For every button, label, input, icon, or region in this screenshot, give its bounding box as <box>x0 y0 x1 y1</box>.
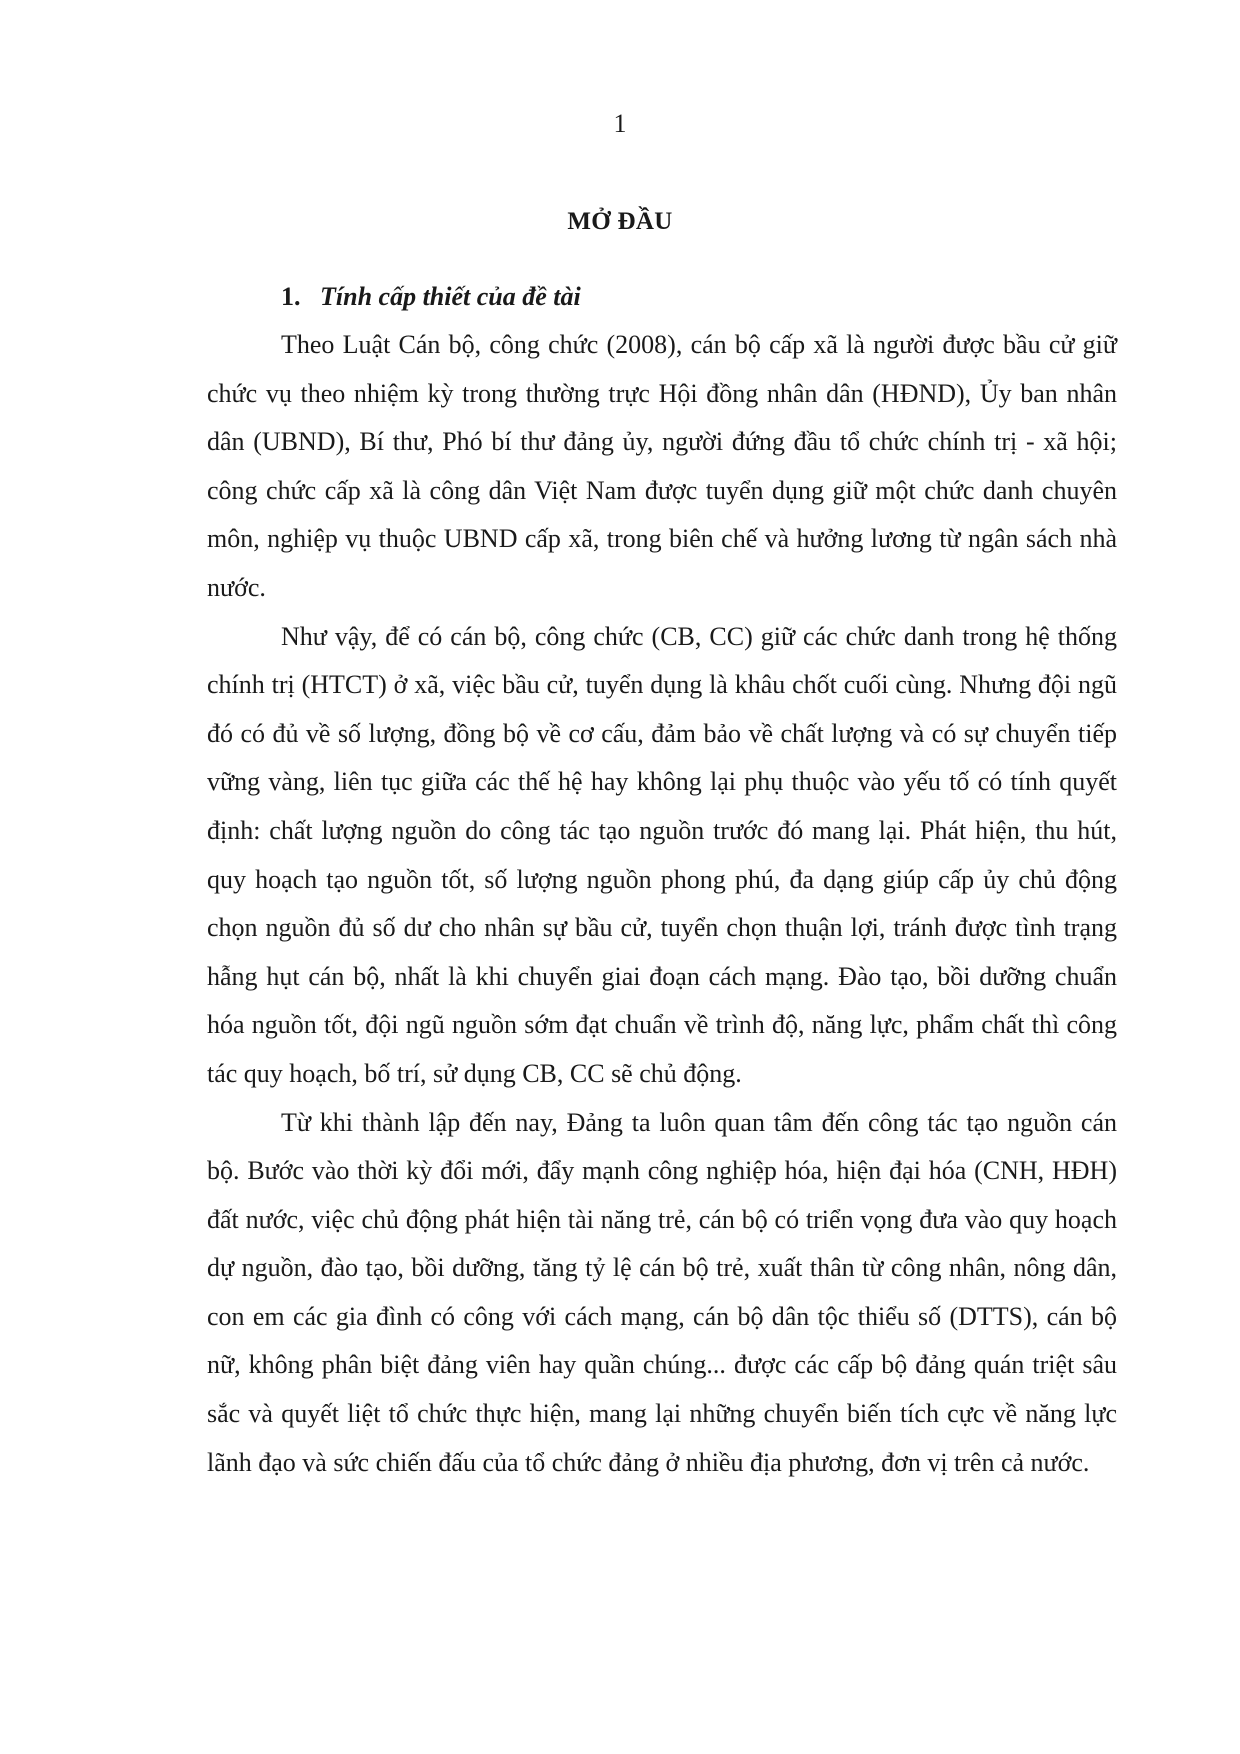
paragraph: Từ khi thành lập đến nay, Đảng ta luôn quan tâm đến công tác tạo nguồn cán bộ. Bước vào thời kỳ đổi mới, đẩy mạnh công nghiệp hóa, hiện đại hóa (CNH, HĐH) đất nước, việc chủ động phát hiện tài năng trẻ, cán bộ có triển vọng đưa vào quy hoạch dự nguồn, đào tạo, bồi dưỡng, tăng tỷ lệ cán bộ trẻ, xuất thân từ công nhân, nông dân, con em các gia đình có công với cách mạng, cán bộ dân tộc thiểu số (DTTS), cán bộ nữ, không phân biệt đảng viên hay quần chúng... được các cấp bộ đảng quán triệt sâu sắc và quyết liệt tổ chức thực hiện, mang lại những chuyển biến tích cực về năng lực lãnh đạo và sức chiến đấu của tổ chức đảng ở nhiều địa phương, đơn vị trên cả nước. <box>207 1107 1117 1477</box>
section-title <box>281 281 581 313</box>
page-number: 1 <box>613 109 627 138</box>
paragraph: Theo Luật Cán bộ, công chức (2008), cán bộ cấp xã là người được bầu cử giữ chức vụ theo nhiệm kỳ trong thường trực Hội đồng nhân dân (HĐND), Ủy ban nhân dân (UBND), Bí thư, Phó bí thư đảng ủy, người đứng đầu tổ chức chính trị - xã hội; công chức cấp xã là công dân Việt Nam được tuyển dụng giữ một chức danh chuyên môn, nghiệp vụ thuộc UBND cấp xã, trong biên chế và hưởng lương từ ngân sách nhà nước. <box>207 330 1117 602</box>
section-title-text: Tính cấp thiết của đề tài <box>320 282 581 311</box>
section-number: 1. <box>281 282 301 311</box>
body-text <box>207 321 1117 1487</box>
paragraph: Như vậy, để có cán bộ, công chức (CB, CC) giữ các chức danh trong hệ thống chính trị (HTCT) ở xã, việc bầu cử, tuyển dụng là khâu chốt cuối cùng. Nhưng đội ngũ đó có đủ về số lượng, đồng bộ về cơ cấu, đảm bảo về chất lượng và có sự chuyển tiếp vững vàng, liên tục giữa các thế hệ hay không lại phụ thuộc vào yếu tố có tính quyết định: chất lượng nguồn do công tác tạo nguồn trước đó mang lại. Phát hiện, thu hút, quy hoạch tạo nguồn tốt, số lượng nguồn phong phú, đa dạng giúp cấp ủy chủ động chọn nguồn đủ số dư cho nhân sự bầu cử, tuyển chọn thuận lợi, tránh được tình trạng hẫng hụt cán bộ, nhất là khi chuyển giai đoạn cách mạng. Đào tạo, bồi dưỡng chuẩn hóa nguồn tốt, đội ngũ nguồn sớm đạt chuẩn về trình độ, năng lực, phẩm chất thì công tác quy hoạch, bố trí, sử dụng CB, CC sẽ chủ động. <box>207 621 1117 1088</box>
document-heading: MỞ ĐẦU <box>567 208 673 235</box>
